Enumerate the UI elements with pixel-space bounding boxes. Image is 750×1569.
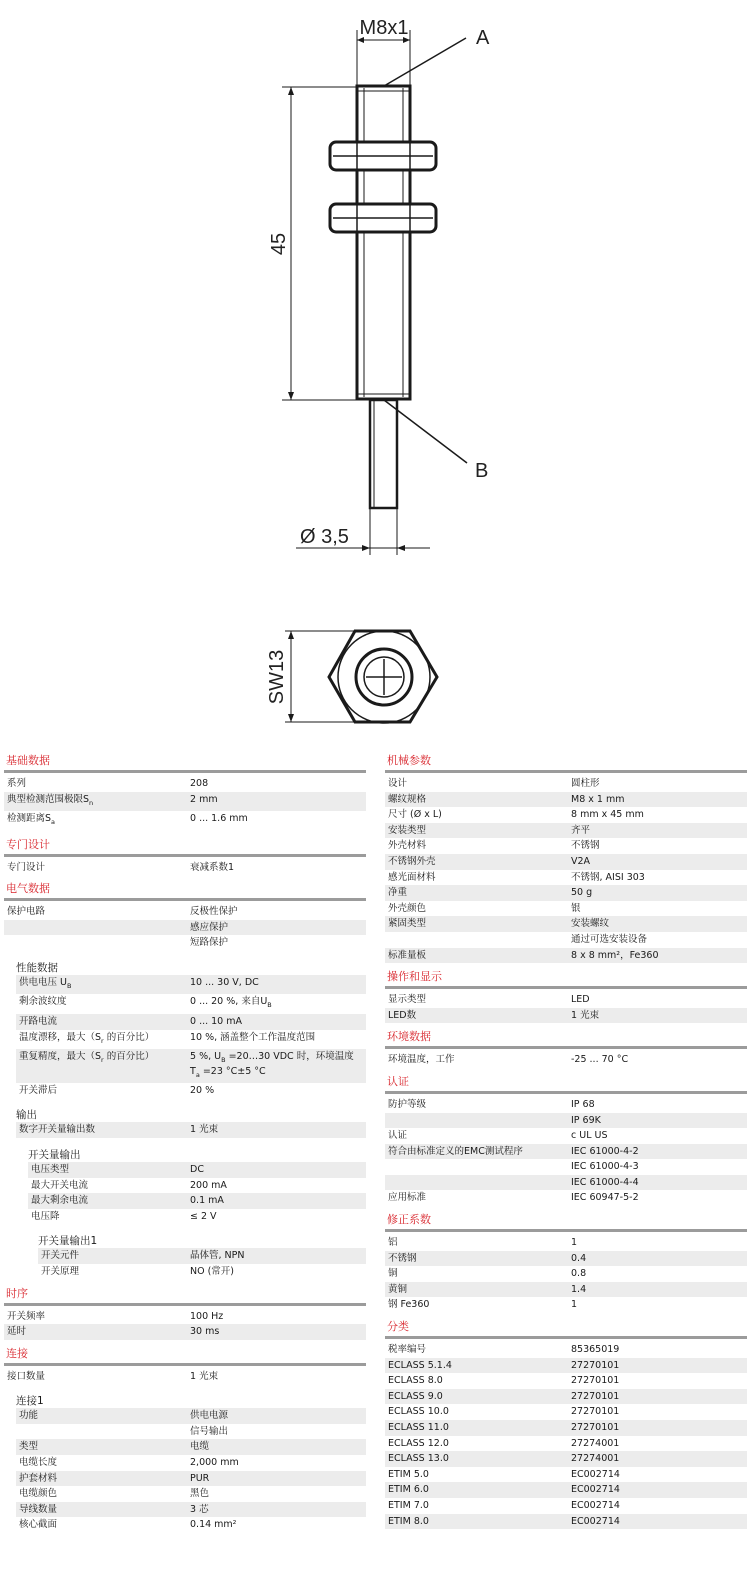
spec-key: 黄铜 [388,1283,408,1295]
spec-value: 反极性保护 [190,906,238,918]
spec-row [385,823,747,839]
spec-value: IEC 61000-4-2 [571,1145,639,1157]
spec-value: 不锈钢, AISI 303 [571,871,645,883]
spec-row [385,1482,747,1498]
spec-key: 系列 [7,778,27,789]
spec-value: 30 ms [190,1326,220,1338]
spec-key: ECLASS 12.0 [388,1437,449,1449]
spec-row [385,932,747,948]
spec-row [385,1190,747,1206]
spec-value: EC002714 [571,1484,620,1496]
spec-row [385,776,747,792]
spec-row [385,1266,747,1282]
callout-a-label: A [476,27,490,49]
section-title-electrical: 电气数据 [4,880,366,901]
spec-value: 0.8 [571,1268,587,1280]
spec-key: 标准量板 [388,949,427,961]
subsection-title-switch-output: 开关量输出 [28,1148,81,1161]
spec-value: 27270101 [571,1406,620,1418]
spec-key: 铝 [388,1237,398,1249]
spec-value: 200 mA [190,1179,227,1191]
spec-key: 符合由标准定义的EMC测试程序 [388,1145,523,1157]
spec-row [385,1052,747,1068]
spec-key: 紧固类型 [388,918,427,930]
spec-row [4,860,366,876]
section-title-environment: 环境数据 [385,1028,747,1049]
spec-key: 显示类型 [388,994,427,1006]
spec-row [385,885,747,901]
spec-value: 1 光束 [190,1124,219,1136]
spec-row [385,807,747,823]
spec-row [385,992,747,1008]
spec-key: 开关原理 [41,1265,80,1277]
spec-value: 5 %, $U_B$ =20…30 VDC 时，环境温度 $T_a =23$ °C±5 °C [190,1050,354,1079]
spec-key: 电压类型 [31,1163,70,1175]
spec-key: 护套材料 [19,1472,58,1484]
spec-value: IEC 61000-4-4 [571,1176,639,1188]
spec-value: 208 [190,778,209,789]
spec-row [385,854,747,870]
spec-row [28,1162,366,1178]
spec-key: 重复精度，最大（$S_r$ 的百分比） [19,1050,155,1064]
spec-row [16,975,366,994]
spec-value: 27274001 [571,1437,620,1449]
spec-row [16,1122,366,1138]
spec-row [385,1436,747,1452]
callout-b-label: B [475,460,489,482]
spec-row [16,1471,366,1487]
spec-row [385,1373,747,1389]
spec-key: 延时 [7,1326,27,1338]
spec-key: 专门设计 [7,861,46,873]
spec-key: ETIM 8.0 [388,1515,429,1527]
spec-key: 核心截面 [19,1519,58,1531]
spec-value: 1 [571,1299,578,1311]
spec-value: 0.4 [571,1252,587,1264]
section-title-connection: 连接 [4,1345,366,1366]
spec-key: 税率编号 [388,1344,427,1356]
spec-key: 温度漂移，最大（$S_r$ 的百分比） [19,1031,155,1045]
spec-value: 不锈钢 [571,840,600,852]
spec-value: c UL US [571,1130,608,1142]
spec-value: 85365019 [571,1344,620,1356]
spec-row [16,1083,366,1099]
spec-row [4,792,366,811]
spec-value: 50 g [571,887,593,899]
spec-key: ECLASS 5.1.4 [388,1359,452,1371]
spec-value: 0 ... 1.6 mm [190,813,248,825]
spec-value: 100 Hz [190,1310,224,1322]
spec-value: 10 ... 30 V, DC [190,976,259,988]
spec-row [385,916,747,932]
spec-row [4,935,366,951]
spec-key: 钢 Fe360 [388,1299,430,1311]
spec-key: 检测距离$S_a$ [7,813,56,826]
spec-key: 应用标准 [388,1192,427,1204]
section-title-classification: 分类 [385,1318,747,1339]
spec-row [4,1324,366,1340]
spec-value: ≤ 2 V [190,1210,217,1222]
spec-row [385,1342,747,1358]
spec-key: 供电电压 $U_B$ [19,976,72,990]
spec-row [16,1408,366,1424]
spec-value: 供电电源 [190,1410,229,1422]
spec-value: LED [571,994,590,1006]
spec-key: 环境温度，工作 [388,1054,455,1066]
spec-row [28,1209,366,1225]
spec-value: 黑色 [190,1488,210,1500]
spec-key: ETIM 6.0 [388,1484,429,1496]
spec-value: 1 光束 [190,1370,219,1382]
spec-value: IEC 61000-4-3 [571,1161,639,1173]
spec-value: EC002714 [571,1468,620,1480]
spec-row [385,1389,747,1405]
spec-row [385,1008,747,1024]
spec-key: 开关频率 [7,1310,46,1322]
spec-value: 27270101 [571,1359,620,1371]
right-spec-column [385,752,747,1529]
spec-value: 晶体管, NPN [190,1250,245,1262]
spec-key: 安装类型 [388,824,427,836]
spec-value: 2 mm [190,793,218,805]
spec-key: 感光面材料 [388,871,436,883]
spec-value: 信号输出 [190,1425,229,1437]
spec-key: 尺寸 (Ø x L) [388,809,442,821]
section-title-correction: 修正系数 [385,1211,747,1232]
spec-value: 安装螺纹 [571,918,610,930]
spec-row [385,1420,747,1436]
spec-key: 外壳材料 [388,840,427,852]
spec-key: ECLASS 11.0 [388,1422,449,1433]
spec-key: ETIM 7.0 [388,1499,429,1511]
spec-key: 不锈钢 [388,1252,417,1264]
spec-row [385,901,747,917]
section-title-basic: 基础数据 [4,752,366,773]
spec-key: ECLASS 13.0 [388,1453,449,1465]
spec-row [385,1498,747,1514]
spec-value: 齐平 [571,824,591,836]
spec-value: IP 69K [571,1114,601,1126]
spec-row [16,1014,366,1030]
spec-row [385,1113,747,1129]
spec-row [16,1517,366,1533]
spec-key: 开关滞后 [19,1084,58,1096]
spec-value: 20 % [190,1084,215,1096]
spec-value: 电缆 [190,1441,210,1453]
spec-row [385,1097,747,1113]
spec-key: 电缆长度 [19,1457,58,1469]
spec-value: 圆柱形 [571,778,600,789]
wrench-size-label: SW13 [266,649,288,705]
spec-key: 螺纹规格 [388,793,427,805]
spec-value: 通过可选安装设备 [571,933,648,945]
spec-value: EC002714 [571,1499,620,1511]
spec-row [16,1502,366,1518]
spec-value: 10 %, 涵盖整个工作温度范围 [190,1031,316,1043]
spec-value: 27270101 [571,1422,620,1433]
spec-row [385,1297,747,1313]
spec-row [385,1404,747,1420]
spec-row [385,1159,747,1175]
spec-key: 开路电流 [19,1015,58,1027]
spec-key: LED数 [388,1009,417,1021]
spec-row [385,870,747,886]
spec-row [385,1282,747,1298]
spec-value: 感应保护 [190,921,229,933]
section-title-timing: 时序 [4,1285,366,1306]
section-title-operation: 操作和显示 [385,968,747,989]
spec-value: PUR [190,1472,210,1484]
section-title-certification: 认证 [385,1073,747,1094]
spec-key: 剩余波纹度 [19,996,67,1008]
spec-key: ECLASS 10.0 [388,1406,449,1418]
spec-value: 0 ... 20 %, 来自$U_B$ [190,996,272,1010]
spec-row [385,1235,747,1251]
spec-value: 8 mm x 45 mm [571,809,644,821]
spec-value: 银 [571,902,581,914]
spec-value: 0.1 mA [190,1195,224,1207]
spec-row [28,1193,366,1209]
spec-key: 类型 [19,1441,39,1453]
spec-row [16,994,366,1013]
spec-row [385,1467,747,1483]
cable-diameter-label: Ø 3,5 [300,526,349,548]
spec-key: 不锈钢外壳 [388,855,436,867]
spec-row [16,1455,366,1471]
spec-row [385,1358,747,1374]
spec-row [385,1451,747,1467]
spec-row [28,1178,366,1194]
spec-row [16,1424,366,1440]
spec-key: 典型检测范围极限$S_n$ [7,793,94,807]
spec-value: NO (常开) [190,1265,235,1277]
spec-value: DC [190,1163,204,1175]
spec-key: 防护等级 [388,1098,427,1110]
spec-row [16,1030,366,1049]
spec-row [385,838,747,854]
spec-row [4,920,366,936]
spec-value: 27270101 [571,1375,620,1387]
spec-row [385,1251,747,1267]
spec-key: ECLASS 8.0 [388,1375,443,1387]
section-title-special: 专门设计 [4,836,366,857]
dimension-drawing [0,0,750,740]
spec-key: 导线数量 [19,1503,58,1515]
spec-value: 3 芯 [190,1503,209,1515]
spec-key: 铜 [388,1268,398,1280]
spec-value: IEC 60947-5-2 [571,1192,639,1204]
subsection-title-connection-1: 连接1 [16,1395,44,1408]
spec-row [4,811,366,830]
spec-value: 0.14 mm² [190,1519,237,1531]
spec-row [4,776,366,792]
spec-row [4,1369,366,1385]
spec-value: IP 68 [571,1098,595,1110]
spec-value: 27274001 [571,1453,620,1465]
spec-row [385,1144,747,1160]
spec-key: 外壳颜色 [388,902,427,914]
spec-row [38,1264,366,1280]
spec-row [385,792,747,808]
subsection-title-performance: 性能数据 [16,961,58,974]
left-spec-column [4,752,366,1533]
spec-row [38,1248,366,1264]
spec-value: 1.4 [571,1283,587,1295]
length-dimension-label: 45 [268,232,290,256]
spec-row [4,1309,366,1325]
spec-row [16,1049,366,1083]
spec-key: 认证 [388,1130,408,1142]
spec-value: V2A [571,855,591,867]
spec-value: -25 ... 70 °C [571,1054,629,1066]
spec-row [385,948,747,964]
spec-key: 设计 [388,778,408,789]
spec-value: 27270101 [571,1390,620,1402]
spec-value: EC002714 [571,1515,620,1527]
spec-key: 数字开关量输出数 [19,1124,96,1136]
spec-row [385,1128,747,1144]
spec-row [4,904,366,920]
spec-key: 电压降 [31,1210,60,1222]
spec-value: 1 光束 [571,1009,600,1021]
spec-key: ETIM 5.0 [388,1468,429,1480]
spec-key: 电缆颜色 [19,1488,58,1500]
spec-row [16,1439,366,1455]
spec-key: 最大开关电流 [31,1179,89,1191]
thread-dimension-label: M8x1 [359,17,409,39]
spec-row [16,1486,366,1502]
spec-key: ECLASS 9.0 [388,1390,443,1402]
spec-row [385,1175,747,1191]
spec-row [385,1514,747,1530]
spec-key: 最大剩余电流 [31,1195,89,1207]
spec-key: 开关元件 [41,1250,80,1262]
spec-value: 2,000 mm [190,1457,239,1469]
section-title-mechanical: 机械参数 [385,752,747,773]
spec-value: 短路保护 [190,937,229,949]
subsection-title-output: 输出 [16,1109,37,1122]
spec-value: 8 x 8 mm²，Fe360 [571,949,659,961]
spec-key: 保护电路 [7,906,46,918]
spec-key: 净重 [388,887,408,899]
spec-value: 衰减系数1 [190,861,235,873]
spec-key: 功能 [19,1410,39,1422]
spec-value: 0 ... 10 mA [190,1015,243,1027]
spec-value: M8 x 1 mm [571,793,625,805]
subsection-title-switch-output-1: 开关量输出1 [38,1235,98,1248]
spec-value: 1 [571,1237,578,1249]
spec-key: 接口数量 [7,1370,46,1382]
